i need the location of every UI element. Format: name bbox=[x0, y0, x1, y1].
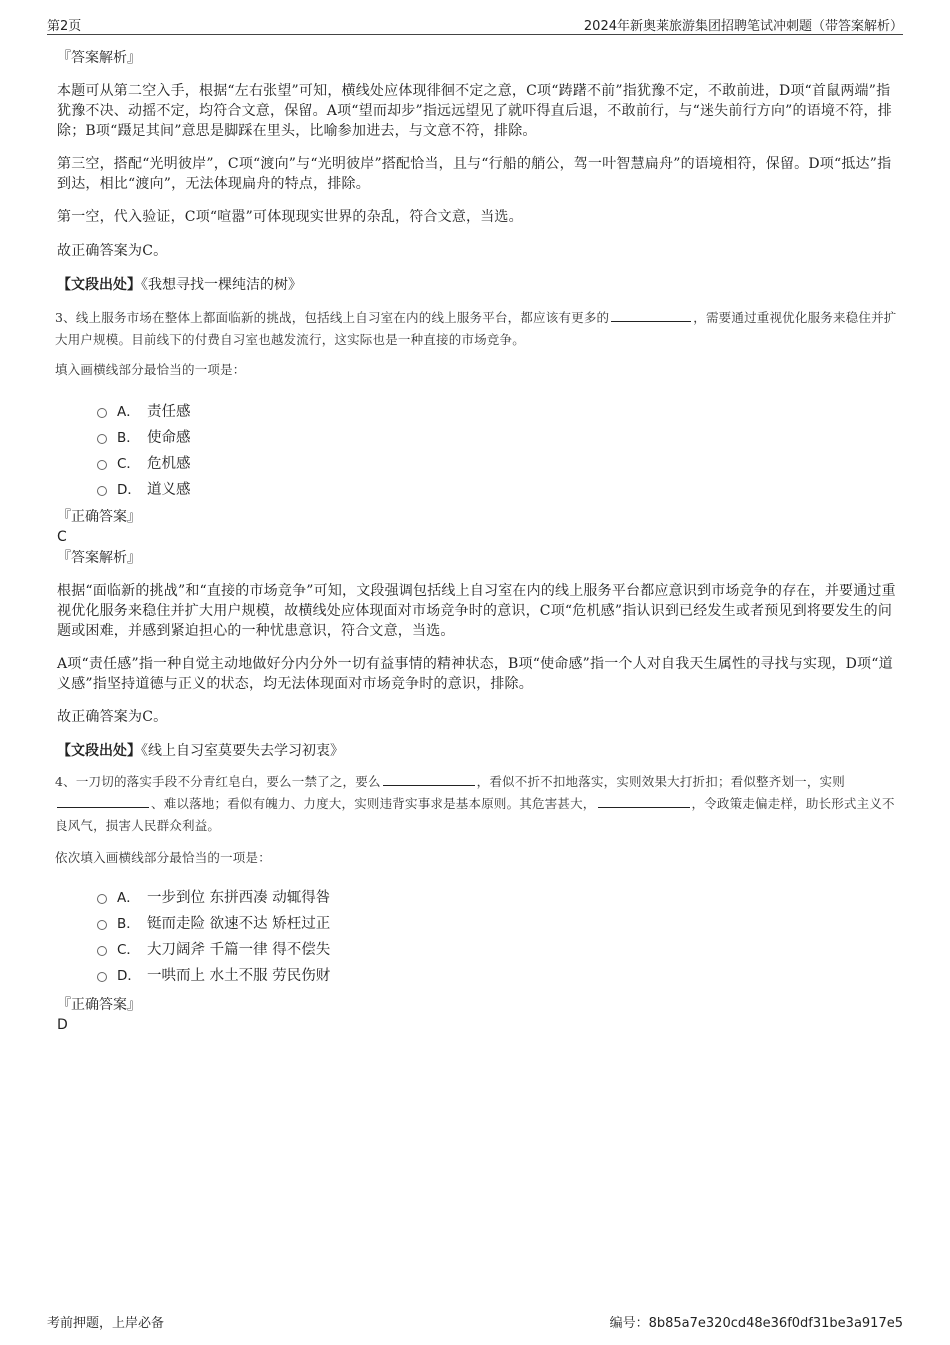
q2-source bbox=[57, 275, 898, 295]
q2-analysis-label: 『答案解析』 bbox=[57, 50, 141, 66]
q4-correct-answer: D bbox=[57, 1017, 68, 1033]
radio-icon[interactable] bbox=[97, 972, 107, 982]
q3-analysis-paragraph: 根据“面临新的挑战”和“直接的市场竞争”可知，文段强调包括线上自习室在内的线上服务平台都应意识到市场竞争的存在，并要通过重视优化服务来稳住并扩大用户规模，故横线处应体现面对市场竞争时的意识，C项“危机感”指认识到已经发生或者预见到将要发生的问题或困难，并感到紧迫担心的一种忧患意识，符合文意，当选。 bbox=[57, 583, 896, 639]
q3-source bbox=[57, 741, 898, 761]
answer-blank bbox=[598, 795, 690, 808]
page-header bbox=[47, 12, 903, 35]
answer-blank bbox=[383, 773, 475, 786]
answer-blank bbox=[611, 309, 691, 322]
q4-prompt: 依次填入画横线部分最恰当的一项是： bbox=[55, 850, 271, 865]
q3-options bbox=[57, 397, 898, 501]
q2-answer-statement: 故正确答案为C。 bbox=[57, 243, 168, 259]
q4-correct-label: 『正确答案』 bbox=[57, 997, 141, 1013]
q3-prompt: 填入画横线部分最恰当的一项是： bbox=[55, 362, 246, 377]
radio-icon[interactable] bbox=[97, 920, 107, 930]
radio-icon[interactable] bbox=[97, 408, 107, 418]
radio-icon[interactable] bbox=[97, 486, 107, 496]
document-id: 编号：8b85a7e320cd48e36f0df31be3a917e5 bbox=[609, 1316, 903, 1331]
source-label: 【文段出处】 bbox=[57, 277, 141, 293]
q2-analysis-paragraph: 第三空，搭配“光明彼岸”，C项“渡向”与“光明彼岸”搭配恰当，且与“行船的艄公，驾一叶智慧扁舟”的语境相符，保留。D项“抵达”指到达，相比“渡向”，无法体现扁舟的特点，排除。 bbox=[57, 156, 892, 192]
document-title: 2024年新奥莱旅游集团招聘笔试冲刺题（带答案解析） bbox=[583, 19, 903, 34]
q3-analysis-label: 『答案解析』 bbox=[57, 550, 141, 566]
q3-answer-statement: 故正确答案为C。 bbox=[57, 709, 168, 725]
q4-stem: 4、一刀切的落实手段不分青红皂白，要么一禁了之，要么 ，看似不折不扣地落实，实则效果大打折扣；看似整齐划一，实则、难以落地；看似有魄力、力度大，实则违背实事求是基本原则。其危害甚大， ，令政策走偏走样，助长形式主义不良风气，损害人民群众利益。 bbox=[55, 774, 895, 833]
q2-analysis-paragraph: 第一空，代入验证，C项“喧嚣”可体现现实世界的杂乱，符合文意，当选。 bbox=[57, 209, 523, 225]
radio-icon[interactable] bbox=[97, 946, 107, 956]
q4-option-d[interactable]: D． 一哄而上 水土不服 劳民伤财 bbox=[57, 961, 898, 987]
q4-option-b[interactable]: B． 铤而走险 欲速不达 矫枉过正 bbox=[57, 909, 898, 935]
q3-option-c[interactable]: C． 危机感 bbox=[57, 449, 898, 475]
answer-blank bbox=[57, 795, 149, 808]
q4-option-a[interactable]: A． 一步到位 东拼西凑 动辄得咎 bbox=[57, 883, 898, 909]
source-title: 《线上自习室莫要失去学习初衷》 bbox=[141, 743, 344, 759]
radio-icon[interactable] bbox=[97, 460, 107, 470]
q3-option-d[interactable]: D． 道义感 bbox=[57, 475, 898, 501]
q3-analysis-paragraph: A项“责任感”指一种自觉主动地做好分内分外一切有益事情的精神状态，B项“使命感”指一个人对自我天生属性的寻找与实现，D项“道义感”指坚持道德与正义的状态，均无法体现面对市场竞争时的意识，排除。 bbox=[57, 656, 893, 692]
q2-analysis-paragraph: 本题可从第二空入手，根据“左右张望”可知，横线处应体现徘徊不定之意，C项“踌躇不前”指犹豫不定，不敢前进，D项“首鼠两端”指犹豫不决、动摇不定，均符合文意，保留。A项“望而却步”指远远望见了就吓得直后退，不敢前行，与“迷失前行方向”的语境不符，排除；B项“蹑足其间”意思是脚踩在里头，比喻参加进去，与文意不符，排除。 bbox=[57, 83, 892, 139]
radio-icon[interactable] bbox=[97, 894, 107, 904]
page-footer bbox=[47, 1312, 903, 1332]
q3-option-b[interactable]: B． 使命感 bbox=[57, 423, 898, 449]
footer-slogan: 考前押题，上岸必备 bbox=[47, 1316, 165, 1331]
source-title: 《我想寻找一棵纯洁的树》 bbox=[141, 277, 302, 293]
q3-stem: 3、线上服务市场在整体上都面临新的挑战，包括线上自习室在内的线上服务平台，都应该有更多的 ，需要通过重视优化服务来稳住并扩大用户规模。目前线下的付费自习室也越发流行，这实际也是一种直接的市场竞争。 bbox=[55, 310, 897, 347]
q3-option-a[interactable]: A． 责任感 bbox=[57, 397, 898, 423]
radio-icon[interactable] bbox=[97, 434, 107, 444]
page-content bbox=[57, 46, 898, 1035]
q4-options bbox=[57, 883, 898, 987]
page-number: 第2页 bbox=[47, 19, 82, 34]
source-label: 【文段出处】 bbox=[57, 743, 141, 759]
q3-correct-answer: C bbox=[57, 529, 67, 545]
q3-correct-label: 『正确答案』 bbox=[57, 509, 141, 525]
q4-option-c[interactable]: C． 大刀阔斧 千篇一律 得不偿失 bbox=[57, 935, 898, 961]
